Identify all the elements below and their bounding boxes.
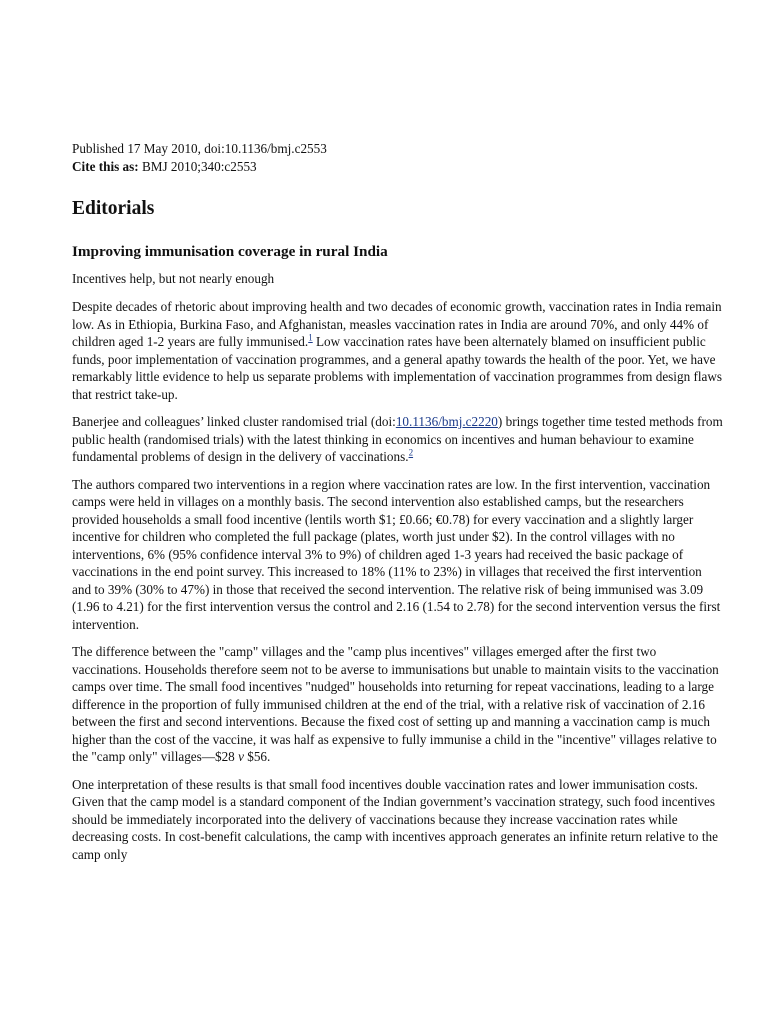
paragraph-4-italic: v	[238, 749, 244, 764]
article-standfirst: Incentives help, but not nearly enough	[72, 271, 275, 286]
cite-label: Cite this as:	[72, 159, 139, 174]
paragraph-1-text-a: Despite decades of rhetoric about improving health and two decades of economic growth, vaccination rates in India remain low. As in Ethiopia, Burkina Faso, and Afghanistan, measles vaccination rates in India are around 70%, and only 44% of children aged 1-2 years are fully immunised.	[72, 299, 722, 349]
reference-1-link[interactable]: 1	[308, 332, 313, 343]
paragraph-2-text-b: ) brings together time tested methods from public health (randomised trials) with the latest thinking in economics on incentives and human behaviour to examine fundamental problems of design in the delivery of vaccinations.	[72, 414, 723, 464]
doi-link[interactable]: 10.1136/bmj.c2220	[395, 414, 498, 429]
paragraph-2-text-a: Banerjee and colleagues’ linked cluster randomised trial (doi:	[72, 414, 396, 429]
paragraph-4	[72, 643, 724, 766]
cite-value: BMJ 2010;340:c2553	[141, 159, 257, 174]
paragraph-4-text-b: $56.	[243, 749, 271, 764]
paragraph-4-text-a: The difference between the "camp" villages and the "camp plus incentives" villages emerged after the first two vaccinations. Households therefore seem not to be averse to immunisations but unable to maintain visits to the vaccination camps over time. The small food incentives "nudged" households into returning for repeat vaccinations, leading to a large difference in the proportion of fully immunised children at the end of the trial, with a relative risk of vaccination of 2.16 between the first and second interventions. Because the fixed cost of setting up and manning a vaccination camp is much higher than the cost of the vaccine, it was half as expensive to fully immunise a child in the "incentive" villages relative to the "camp only" villages—$28	[72, 644, 719, 764]
paragraph-1-text-b: Low vaccination rates have been alternately blamed on insufficient public funds, poor implementation of vaccination programmes, and a general apathy towards the health of the poor. Yet, we have remarkably little evidence to help us separate problems with implementation of vaccination programmes from design flaws that restrict take-up.	[72, 334, 723, 402]
paragraph-5: One interpretation of these results is that small food incentives double vaccination rates and lower immunisation costs. Given that the camp model is a standard component of the Indian government’s vaccination strategy, such food incentives should be immediately incorporated into the delivery of vaccinations because they increase vaccination rates while decreasing costs. In cost-benefit calculations, the camp with incentives approach generates an infinite return relative to the camp only	[72, 776, 718, 862]
cite-line	[72, 158, 724, 176]
paragraph-2	[72, 413, 724, 466]
paragraph-3: The authors compared two interventions in a region where vaccination rates are low. In the first intervention, vaccination camps were held in villages on a monthly basis. The second intervention also established camps, but the researchers provided households a small food incentive (lentils worth $1; £0.66; €0.78) for every vaccination and a slightly larger incentive for children who completed the full package (plates, worth just under $2). In the control villages with no interventions, 6% (95% confidence interval 3% to 9%) of children aged 1-3 years had received the basic package of vaccinations in the end point survey. This increased to 18% (11% to 23%) in villages that received the first intervention and to 39% (30% to 47%) in those that received the second intervention. The relative risk of being immunised was 3.09 (1.96 to 4.21) for the first intervention versus the control and 2.16 (1.54 to 2.78) for the second intervention versus the first intervention.	[72, 476, 721, 632]
published-text: Published 17 May 2010, doi:10.1136/bmj.c2553	[72, 141, 327, 156]
section-title: Editorials	[72, 198, 155, 219]
reference-2-link[interactable]: 2	[408, 447, 414, 458]
paragraph-1	[72, 298, 724, 403]
article-title: Improving immunisation coverage in rural India	[72, 243, 388, 260]
published-line	[72, 140, 724, 158]
